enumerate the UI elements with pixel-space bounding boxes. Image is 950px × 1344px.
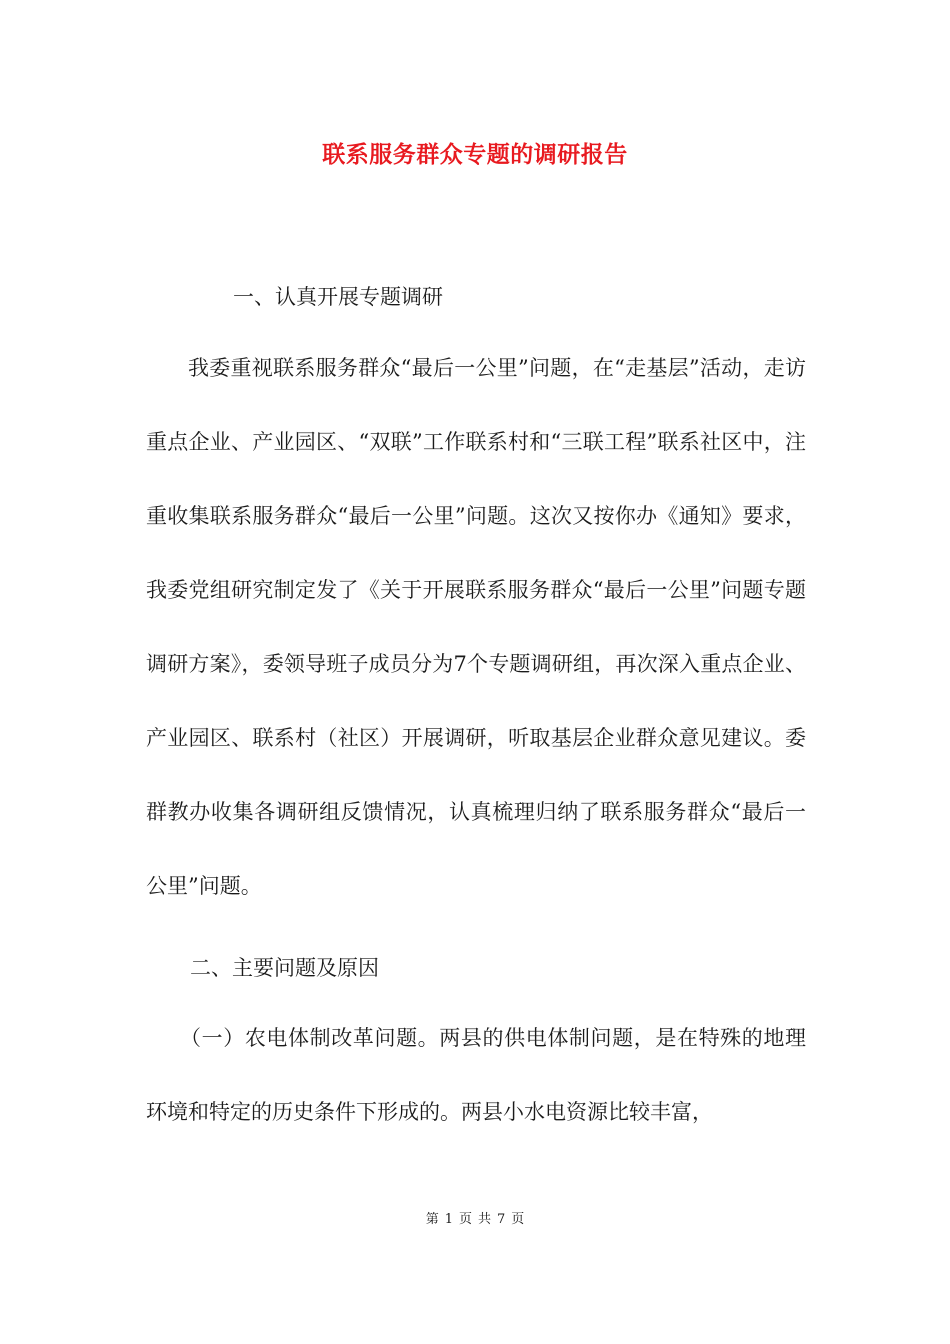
- footer-total-pages: 7: [497, 1212, 506, 1227]
- footer-total-prefix: 共: [478, 1212, 492, 1227]
- document-title: 联系服务群众专题的调研报告: [322, 141, 628, 168]
- page-footer: [0, 1208, 950, 1227]
- section-heading-1: 一、认真开展专题调研: [233, 285, 443, 309]
- footer-prefix: 第: [425, 1212, 439, 1227]
- footer-page-word: 页: [458, 1212, 472, 1227]
- paragraph-2: （一）农电体制改革问题。两县的供电体制问题，是在特殊的地理环境和特定的历史条件下形成的。两县小水电资源比较丰富，: [146, 1026, 806, 1124]
- section-heading-2: 二、主要问题及原因: [190, 956, 379, 980]
- paragraph-1: 我委重视联系服务群众“最后一公里”问题，在“走基层”活动，走访重点企业、产业园区、“双联”工作联系村和“三联工程”联系社区中，注重收集联系服务群众“最后一公里”问题。这次又按你办《通知》要求，我委党组研究制定发了《关于开展联系服务群众“最后一公里”问题专题调研方案》，委领导班子成员分为7个专题调研组，再次深入重点企业、产业园区、联系村（社区）开展调研，听取基层企业群众意见建议。委群教办收集各调研组反馈情况，认真梳理归纳了联系服务群众“最后一公里”问题。: [146, 356, 806, 898]
- footer-suffix: 页: [511, 1212, 525, 1227]
- footer-current-page: 1: [444, 1212, 453, 1227]
